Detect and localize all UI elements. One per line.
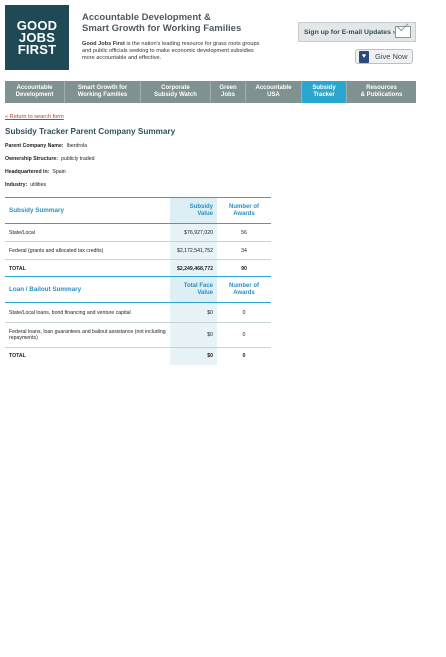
industry-label: Industry: bbox=[5, 182, 28, 188]
tagline-line-2: Smart Growth for Working Families bbox=[82, 22, 242, 34]
donate-icon: ♥ bbox=[359, 51, 369, 63]
email-signup-label: Sign up for E-mail Updates › bbox=[304, 28, 396, 36]
heading-line1: Subsidy bbox=[189, 203, 213, 210]
table-row bbox=[5, 303, 271, 323]
ownership-label: Ownership Structure: bbox=[5, 156, 59, 162]
row-label: State/Local loans, bond financing and venture capital bbox=[5, 303, 170, 323]
table-row bbox=[5, 242, 271, 260]
number-of-awards-heading bbox=[217, 198, 271, 224]
site-tagline bbox=[82, 13, 282, 34]
give-now-button[interactable] bbox=[355, 49, 413, 64]
main-nav bbox=[5, 81, 416, 103]
nav-resources-publications[interactable] bbox=[347, 81, 416, 103]
row-awards: 0 bbox=[217, 323, 271, 348]
total-face-value-heading bbox=[170, 277, 217, 303]
nav-label-line2: USA bbox=[267, 92, 280, 98]
row-value: $0 bbox=[170, 323, 217, 348]
row-value: $2,249,468,772 bbox=[170, 260, 217, 278]
row-label: Federal (grants and allocated tax credits) bbox=[5, 242, 170, 260]
nav-subsidy-tracker[interactable] bbox=[302, 81, 347, 103]
nav-label-line1: Smart Growth for bbox=[77, 85, 128, 92]
heading-line1: Number of bbox=[229, 203, 259, 210]
nav-green-jobs[interactable] bbox=[211, 81, 246, 103]
table-total-row bbox=[5, 348, 271, 365]
nav-corporate-subsidy-watch[interactable] bbox=[141, 81, 211, 103]
table-header-row bbox=[5, 198, 271, 224]
nav-smart-growth[interactable] bbox=[65, 81, 141, 103]
nav-label-line1: Accountable bbox=[255, 85, 292, 92]
subsidy-summary-heading: Subsidy Summary bbox=[5, 198, 170, 224]
heading-line1: Total Face bbox=[183, 282, 213, 289]
table-total-row bbox=[5, 260, 271, 278]
logo-line-3: FIRST bbox=[17, 41, 57, 57]
heading-line2: Awards bbox=[233, 289, 255, 296]
table-header-row bbox=[5, 277, 271, 303]
ownership-row bbox=[5, 156, 95, 162]
row-awards: 90 bbox=[241, 265, 247, 272]
row-awards: 56 bbox=[217, 224, 271, 242]
row-awards: 34 bbox=[217, 242, 271, 260]
heading-line2: Value bbox=[197, 210, 213, 217]
heading-line2: Awards bbox=[233, 210, 255, 217]
ownership-value: publicly traded bbox=[61, 156, 95, 162]
number-of-awards-heading bbox=[217, 277, 271, 303]
row-awards: 0 bbox=[242, 353, 246, 360]
table-row bbox=[5, 323, 271, 348]
tagline-line-1: Accountable Development & bbox=[82, 12, 211, 23]
email-signup-button[interactable] bbox=[298, 22, 416, 42]
logo-line-2: JOBS bbox=[18, 29, 56, 45]
parent-company-label: Parent Company Name: bbox=[5, 143, 64, 149]
envelope-icon bbox=[395, 26, 411, 38]
subsidy-summary-table bbox=[5, 197, 271, 278]
return-to-search-link[interactable]: « Return to search form bbox=[5, 114, 64, 120]
nav-accountable-development[interactable] bbox=[5, 81, 65, 103]
nav-label-line2: & Publications bbox=[360, 92, 403, 98]
headquarters-value: Spain bbox=[52, 169, 66, 175]
nav-label-line1: Subsidy bbox=[312, 85, 336, 92]
industry-value: utilities bbox=[30, 182, 47, 188]
loan-bailout-summary-table bbox=[5, 276, 271, 365]
row-label: Federal loans, loan guarantees and bailout assistance (not including repayments) bbox=[5, 323, 170, 348]
table-row bbox=[5, 224, 271, 242]
logo-line-1: GOOD bbox=[16, 17, 58, 33]
nav-accountable-usa[interactable] bbox=[246, 81, 302, 103]
nav-label-line2: Tracker bbox=[313, 92, 335, 98]
page-title: Subsidy Tracker Parent Company Summary bbox=[5, 127, 176, 136]
nav-label-line1: Resources bbox=[366, 85, 397, 92]
good-jobs-first-logo[interactable] bbox=[5, 5, 69, 70]
description-text: is the nation's leading resource for grass roots groups and public officials seeking to make economic development subsidies more accountable and effective. bbox=[82, 41, 260, 61]
heading-line2: Value bbox=[197, 289, 213, 296]
nav-label-line1: Accountable bbox=[16, 85, 53, 92]
row-value: $2,172,541,752 bbox=[170, 242, 217, 260]
nav-label-line2: Working Families bbox=[77, 92, 128, 98]
heading-line1: Number of bbox=[229, 282, 259, 289]
nav-label-line2: Subsidy Watch bbox=[154, 92, 197, 98]
row-value: $76,927,020 bbox=[170, 224, 217, 242]
description-org-name: Good Jobs First bbox=[82, 41, 125, 47]
parent-company-value: Iberdrola bbox=[66, 143, 88, 149]
row-label: State/Local bbox=[5, 224, 170, 242]
site-description bbox=[82, 41, 268, 62]
row-label: TOTAL bbox=[9, 353, 26, 360]
headquarters-label: Headquartered in: bbox=[5, 169, 50, 175]
loan-bailout-summary-heading: Loan / Bailout Summary bbox=[5, 277, 170, 303]
give-now-label: Give Now bbox=[375, 52, 408, 61]
nav-label-line2: Development bbox=[15, 92, 54, 98]
row-value: $0 bbox=[170, 348, 217, 365]
nav-label-line2: Jobs bbox=[220, 92, 235, 98]
row-label: TOTAL bbox=[9, 265, 26, 272]
industry-row bbox=[5, 182, 46, 188]
nav-label-line1: Green bbox=[219, 85, 237, 92]
parent-company-row bbox=[5, 143, 87, 149]
nav-label-line1: Corporate bbox=[161, 85, 190, 92]
row-value: $0 bbox=[170, 303, 217, 323]
headquarters-row bbox=[5, 169, 66, 175]
row-awards: 0 bbox=[217, 303, 271, 323]
subsidy-value-heading bbox=[170, 198, 217, 224]
